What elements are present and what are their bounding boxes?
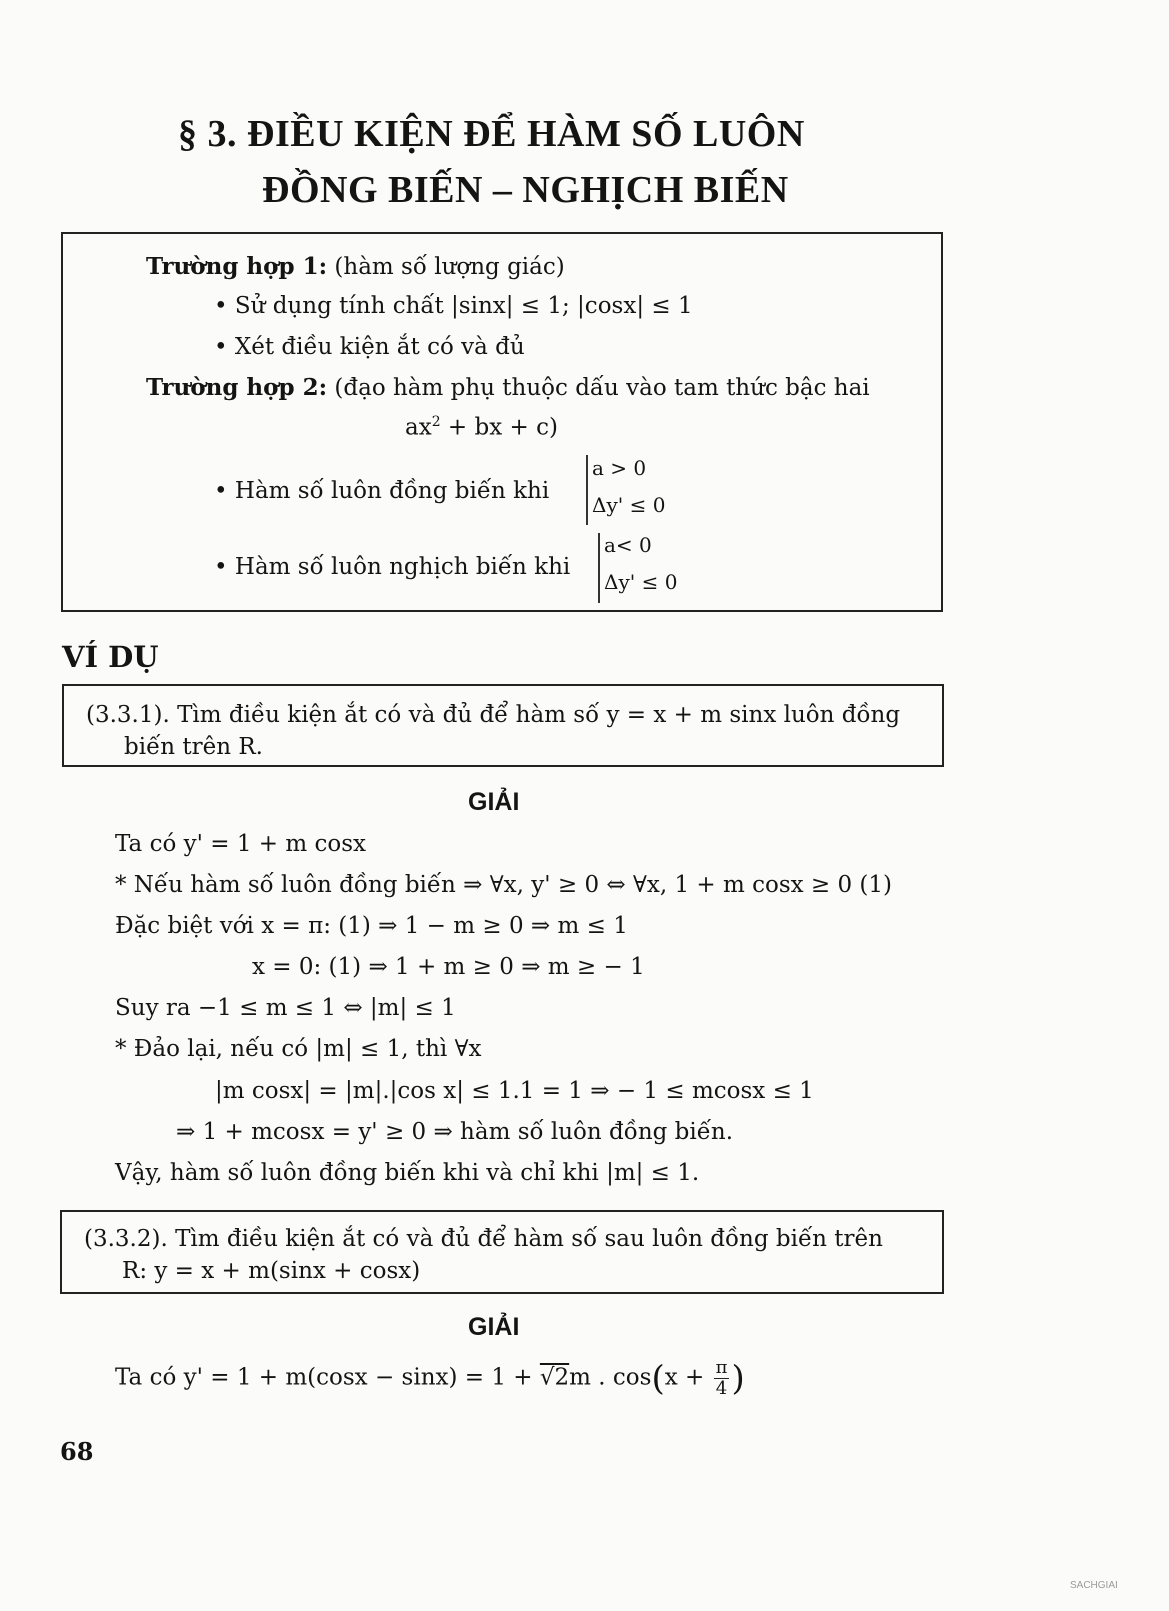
increasing-system-brace bbox=[586, 455, 588, 525]
equation-x: x + bbox=[664, 1364, 712, 1391]
decreasing-cond-1: a< 0 bbox=[604, 533, 652, 557]
example1-line-1: Ta có y' = 1 + m cosx bbox=[115, 831, 366, 857]
page-number: 68 bbox=[60, 1437, 94, 1466]
example1-line-4: x = 0: (1) ⇒ 1 + m ≥ 0 ⇒ m ≥ − 1 bbox=[252, 954, 645, 980]
case2-desc: (đạo hàm phụ thuộc dấu vào tam thức bậc hai bbox=[334, 375, 870, 401]
example1-line-6: * Đảo lại, nếu có |m| ≤ 1, thì ∀x bbox=[115, 1036, 482, 1062]
example1-solution-heading: GIẢI bbox=[468, 788, 520, 816]
equation-cos: m . cos bbox=[569, 1364, 652, 1391]
case1-bullet-2-text: Xét điều kiện ắt có và đủ bbox=[234, 334, 525, 360]
example1-line-8: ⇒ 1 + mcosx = y' ≥ 0 ⇒ hàm số luôn đồng biến. bbox=[176, 1119, 734, 1145]
increasing-bullet bbox=[214, 478, 549, 504]
example2-solution-heading: GIẢI bbox=[468, 1313, 520, 1341]
bullet-icon: • bbox=[214, 554, 228, 580]
bullet-icon: • bbox=[214, 478, 228, 504]
case2-line bbox=[146, 374, 870, 401]
decreasing-system-brace bbox=[598, 533, 600, 603]
decreasing-text: Hàm số luôn nghịch biến khi bbox=[234, 554, 571, 580]
example1-line-2: * Nếu hàm số luôn đồng biến ⇒ ∀x, y' ≥ 0 ⇔ ∀x, 1 + m cosx ≥ 0 (1) bbox=[115, 872, 893, 898]
bullet-icon: • bbox=[214, 293, 228, 319]
example2-problem-line-2: R: y = x + m(sinx + cosx) bbox=[122, 1258, 421, 1284]
poly-part-a: ax bbox=[405, 414, 432, 441]
case1-bullet-2 bbox=[214, 334, 525, 360]
increasing-text: Hàm số luôn đồng biến khi bbox=[234, 478, 550, 504]
increasing-cond-2: Δy' ≤ 0 bbox=[592, 493, 666, 517]
example2-equation bbox=[115, 1358, 745, 1399]
case1-label: Trường hợp 1: bbox=[146, 253, 328, 280]
equation-lhs: Ta có y' = 1 + m(cosx − sinx) = 1 + bbox=[115, 1364, 540, 1391]
examples-heading: VÍ DỤ bbox=[62, 640, 159, 674]
decreasing-bullet bbox=[214, 554, 570, 580]
watermark-logo: SACHGIAI bbox=[1070, 1580, 1118, 1591]
frac-numerator: π bbox=[715, 1357, 728, 1378]
example1-line-5: Suy ra −1 ≤ m ≤ 1 ⇔ |m| ≤ 1 bbox=[115, 995, 456, 1021]
example1-line-9: Vậy, hàm số luôn đồng biến khi và chỉ khi |m| ≤ 1. bbox=[115, 1160, 700, 1186]
bullet-icon: • bbox=[214, 334, 228, 360]
page-title-line-1: § 3. ĐIỀU KIỆN ĐỂ HÀM SỐ LUÔN bbox=[178, 113, 805, 155]
case1-bullet-1-text: Sử dụng tính chất |sinx| ≤ 1; |cosx| ≤ 1 bbox=[234, 293, 693, 319]
example1-problem-line-2: biến trên R. bbox=[124, 734, 263, 760]
case2-label: Trường hợp 2: bbox=[146, 374, 328, 401]
example1-problem-line-1: (3.3.1). Tìm điều kiện ắt có và đủ để hàm số y = x + m sinx luôn đồng bbox=[86, 702, 901, 728]
case2-polynomial bbox=[405, 414, 558, 441]
case1-bullet-1 bbox=[214, 293, 693, 319]
right-paren: ) bbox=[731, 1358, 745, 1399]
pi-over-four bbox=[714, 1358, 730, 1399]
poly-exponent: 2 bbox=[431, 414, 441, 430]
left-paren: ( bbox=[651, 1358, 665, 1399]
case1-desc: (hàm số lượng giác) bbox=[334, 254, 565, 280]
frac-denominator: 4 bbox=[715, 1378, 728, 1399]
decreasing-cond-2: Δy' ≤ 0 bbox=[604, 570, 678, 594]
poly-part-b: + bx + c) bbox=[440, 414, 558, 441]
example1-line-7: |m cosx| = |m|.|cos x| ≤ 1.1 = 1 ⇒ − 1 ≤ mcosx ≤ 1 bbox=[215, 1078, 814, 1104]
increasing-cond-1: a > 0 bbox=[592, 456, 647, 480]
example2-problem-line-1: (3.3.2). Tìm điều kiện ắt có và đủ để hàm số sau luôn đồng biến trên bbox=[84, 1226, 883, 1252]
page-title-line-2: ĐỒNG BIẾN – NGHỊCH BIẾN bbox=[262, 169, 789, 211]
case1-line bbox=[146, 253, 565, 280]
sqrt-two: √2 bbox=[539, 1364, 570, 1391]
example1-line-3: Đặc biệt với x = π: (1) ⇒ 1 − m ≥ 0 ⇒ m ≤ 1 bbox=[115, 913, 628, 939]
